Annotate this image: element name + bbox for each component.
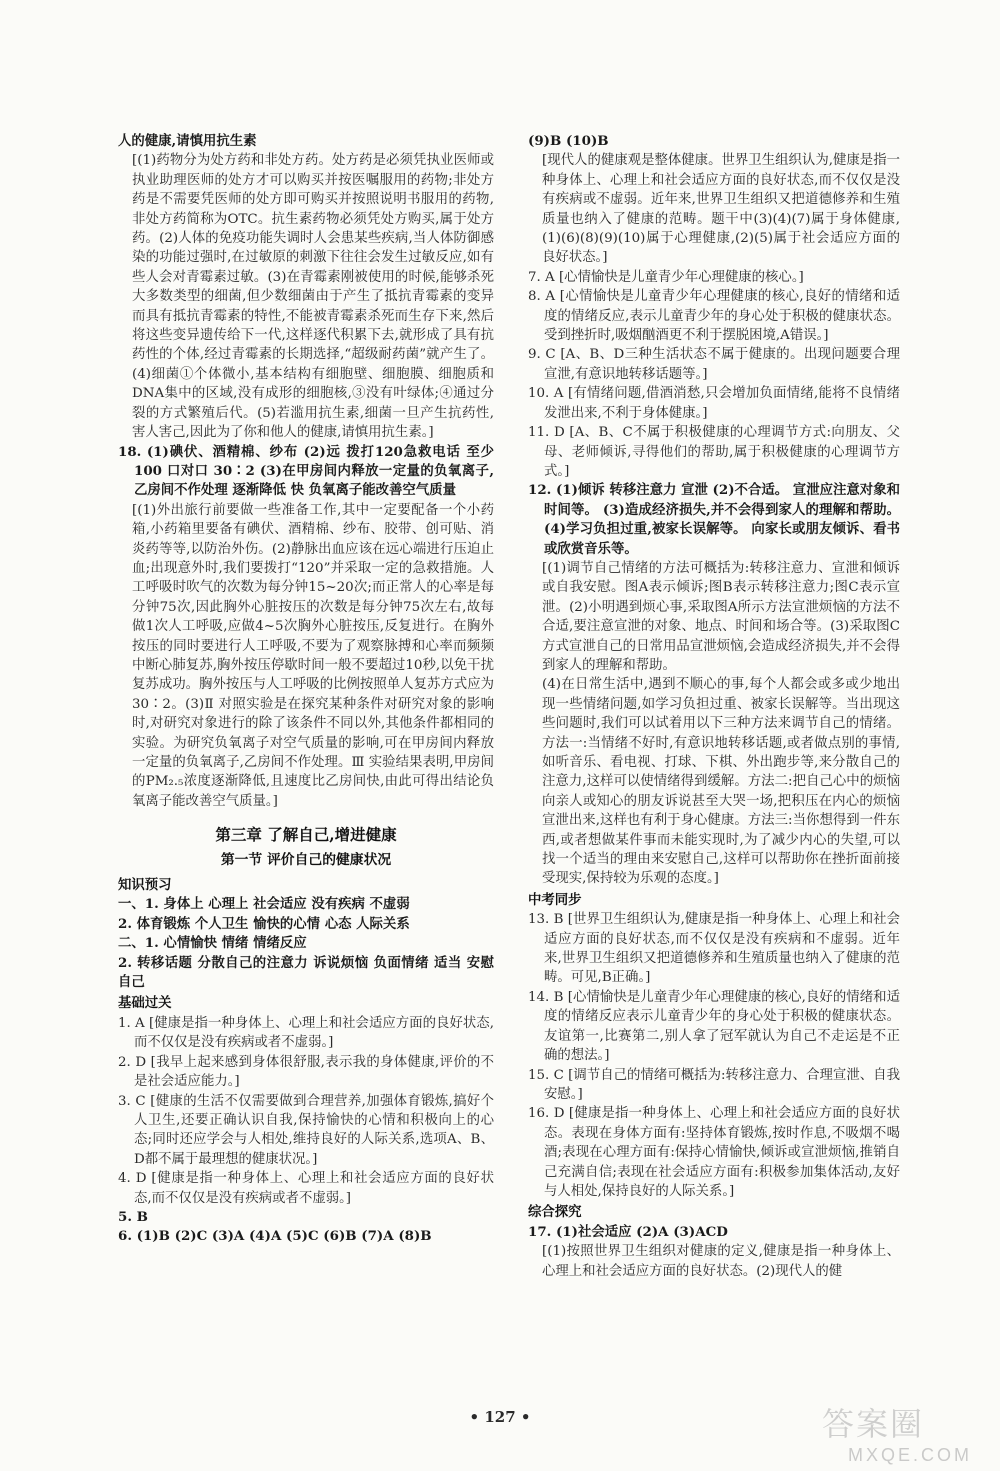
answer-item: 8. A [心情愉快是儿童青少年心理健康的核心,良好的情绪和适度的情绪反应,表示儿童青少年的身心处于积极的健康状态。受到挫折时,吸烟酗酒更不利于摆脱困境,A错误。] [528,289,900,344]
answer-item: 10. A [有情绪问题,借酒消愁,只会增加负面情绪,能将不良情绪发泄出来,不利于身体健康。] [528,386,900,421]
explanation: (4)在日常生活中,遇到不顺心的事,每个人都会或多或少地出现一些情绪问题,如学习负担过重、被家长误解等。当出现这些问题时,我们可以试着用以下三种方法来调节自己的情绪。方法一:当情绪不好时,有意识地转移话题,或者做点别的事情,如听音乐、看电视、打球、下棋、外出跑步等,来分散自己的注意力,这样可以使情绪得到缓解。方法二:把自己心中的烦恼向亲人或知心的朋友诉说甚至大哭一场,把积压在内心的烦恼宣泄出来,这样也有利于身心健康。方法三:当你想得到一件东西,或者想做某件事而未能实现时,为了减少内心的失望,可以找一个适当的理由来安慰自己,这样可以帮助你在挫折面前接受现实,保持较为乐观的态度。] [542,677,900,887]
answer-item: 16. D [健康是指一种身体上、心理上和社会适应方面的良好状态。表现在身体方面有:坚持体育锻炼,按时作息,不吸烟不喝酒;表现在心理方面有:保持心情愉快,倾诉或宣泄烦恼,推销自己充满自信;表现在社会适应方面有:积极参加集体活动,友好与人相处,保持良好的人际关系。] [528,1106,900,1199]
answer-item: 3. C [健康的生活不仅需要做到合理营养,加强体育锻炼,搞好个人卫生,还要正确认识自我,保持愉快的心情和积极向上的心态;同时还应学会与人相处,维持良好的人际关系,选项A、B、D都不属于最理想的健康状况。] [118,1093,494,1167]
heading-basic: 基础过关 [118,995,172,1012]
answer-item: 7. A [心情愉快是儿童青少年心理健康的核心。] [528,269,804,285]
heading-comprehensive: 综合探究 [528,1204,582,1221]
answer-12: 12. (1)倾诉 转移注意力 宣泄 (2)不合适。 宣泄应注意对象和时间等。 (3)造成经济损失,并不会得到家人的理解和帮助。 (4)学习负担过重,被家长误解等。 向家长或朋友倾诉、看书或欣赏音乐等。 [528,482,900,557]
answer-item: 6. (1)B (2)C (3)A (4)A (5)C (6)B (7)A (8)B [118,1228,432,1245]
answer-item: 2. D [我早上起来感到身体很舒服,表示我的身体健康,评价的不是社会适应能力。] [118,1054,494,1090]
preview-line: 2. 体育锻炼 个人卫生 愉快的心情 心态 人际关系 [118,915,410,932]
preview-line: 2. 转移话题 分散自己的注意力 诉说烦恼 负面情绪 适当 安慰自己 [118,954,494,991]
answer-item: 1. A [健康是指一种身体上、心理上和社会适应方面的良好状态,而不仅仅是没有疾病或者不虚弱。] [118,1015,494,1051]
watermark-logo [822,1399,972,1465]
answer-18: 18. (1)碘伏、酒精棉、纱布 (2)远 拨打120急救电话 至少100 口对口 30∶2 (3)在甲房间内释放一定量的负氧离子,乙房间不作处理 逐渐降低 快 负氧离子能改善空气质量 [118,443,494,499]
answer-item: 9. C [A、B、D三种生活状态不属于健康的。出现问题要合理宣泄,有意识地转移话题等。] [528,347,900,382]
answer-item: 13. B [世界卫生组织认为,健康是指一种身体上、心理上和社会适应方面的良好状态,而不仅仅是没有疾病和不虚弱。近年来,世界卫生组织又把道德修养和生殖质量也纳入了健康的范畴。可见,B正确。] [528,912,900,986]
explanation: [(1)按照世界卫生组织对健康的定义,健康是指一种身体上、心理上和社会适应方面的良好状态。(2)现代人的健 [542,1244,900,1279]
answer-item: 14. B [心情愉快是儿童青少年心理健康的核心,良好的情绪和适度的情绪反应表示儿童青少年的身心处于积极的健康状态。友谊第一,比赛第二,别人拿了冠军就认为自己不走运是不正确的想法。] [528,989,900,1064]
answer-item: 4. D [健康是指一种身体上、心理上和社会适应方面的良好状态,而不仅仅是没有疾病或者不虚弱。] [118,1171,494,1206]
section-title: 第一节 评价自己的健康状况 [220,851,392,868]
answer-item: 17. (1)社会适应 (2)A (3)ACD [528,1223,728,1240]
preview-line: 二、1. 心情愉快 情绪 情绪反应 [118,935,307,952]
left-column [118,132,494,1247]
page-number: • 127 • [469,1408,531,1426]
watermark-text: 答案圈 [822,1406,925,1442]
heading-preview: 知识预习 [118,877,172,894]
right-column [528,132,900,1281]
explanation: [(1)药物分为处方药和非处方药。处方药是必须凭执业医师或执业助理医师的处方才可以购买并按医嘱服用的药物;非处方药是不需要凭医师的处方即可购买并按照说明书服用的药物,非处方药简称为OTC。抗生素药物必须凭处方购买,属于处方药。(2)人体的免疫功能失调时人会患某些疾病,当人体防御感染的功能过强时,在过敏原的刺激下往往会发生过敏反应,如有些人会对青霉素过敏。(3)在青霉素刚被使用的时候,能够杀死大多数类型的细菌,但少数细菌由于产生了抵抗青霉素的变异而具有抵抗青霉素的特性,不能被青霉素杀死而生存下来,然后将这些变异遗传给下一代,这样逐代积累下去,就形成了具有抗药性的个体,经过青霉素的长期选择,“超级耐药菌”就产生了。(4)细菌①个体微小,基本结构有细胞壁、细胞膜、细胞质和DNA集中的区域,没有成形的细胞核,③没有叶绿体;④通过分裂的方式繁殖后代。(5)若滥用抗生素,细菌一旦产生抗药性,害人害己,因此为了你和他人的健康,请慎用抗生素。] [132,153,494,441]
explanation: [(1)外出旅行前要做一些准备工作,其中一定要配备一个小药箱,小药箱里要备有碘伏、酒精棉、纱布、胶带、创可贴、消炎药等等,以防治外伤。(2)静脉出血应该在远心端进行压迫止血;出现意外时,我们要拨打“120”并采取一定的急救措施。人工呼吸时吹气的次数为每分钟15~20次;而正常人的心率是每分钟75次,因此胸外心脏按压的次数是每分钟75次左右,故每做1次人工呼吸,应做4~5次胸外心脏按压,反复进行。在胸外按压的同时要进行人工呼吸,不要为了观察脉搏和心率而频频中断心肺复苏,胸外按压停歇时间一般不要超过10秒,以免干扰复苏成功。胸外按压与人工呼吸的比例按照单人复苏方式应为30∶2。(3)Ⅱ 对照实验是在探究某种条件对研究对象的影响时,对研究对象进行的除了该条件不同以外,其他条件都相同的实验。为研究负氧离子对空气质量的影响,可在甲房间内释放一定量的负氧离子,乙房间不作处理。Ⅲ 实验结果表明,甲房间的PM₂.₅浓度逐渐降低,且速度比乙房间快,由此可得出结论负氧离子能改善空气质量。] [132,502,494,809]
answer-item: 5. B [118,1208,148,1225]
answer-item: 15. C [调节自己的情绪可概括为:转移注意力、合理宣泄、自我安慰。] [528,1067,900,1102]
explanation: [现代人的健康观是整体健康。世界卫生组织认为,健康是指一种身体上、心理上和社会适应方面的良好状态,而不仅仅是没有疾病或不虚弱。近年来,世界卫生组织又把道德修养和生殖质量也纳入了健康的范畴。题干中(3)(4)(7)属于身体健康,(1)(6)(8)(9)(10)属于心理健康,(2)(5)属于社会适应方面的良好状态。] [542,153,900,266]
chapter-title: 第三章 了解自己,增进健康 [215,825,397,845]
watermark-url: MXQE.COM [847,1445,972,1465]
text-line: 人的健康,请慎用抗生素 [118,133,257,149]
answer-item: 11. D [A、B、C不属于积极健康的心理调节方式:向朋友、父母、老师倾诉,寻得他们的帮助,属于积极健康的心理调节方式。] [528,425,900,479]
answer-item: (9)B (10)B [528,133,609,149]
preview-line: 一、1. 身体上 心理上 社会适应 没有疾病 不虚弱 [118,896,410,913]
heading-zhongkao: 中考同步 [528,891,582,908]
explanation: [(1)调节自己情绪的方法可概括为:转移注意力、宣泄和倾诉或自我安慰。图A表示倾诉;图B表示转移注意力;图C表示宣泄。(2)小明遇到烦心事,采取图A所示方法宣泄烦恼的方法不合适,要注意宣泄的对象、地点、时间和场合等。(3)采取图C方式宣泄自己的日常用品宣泄烦恼,会造成经济损失,并不会得到家人的理解和帮助。 [542,560,900,673]
